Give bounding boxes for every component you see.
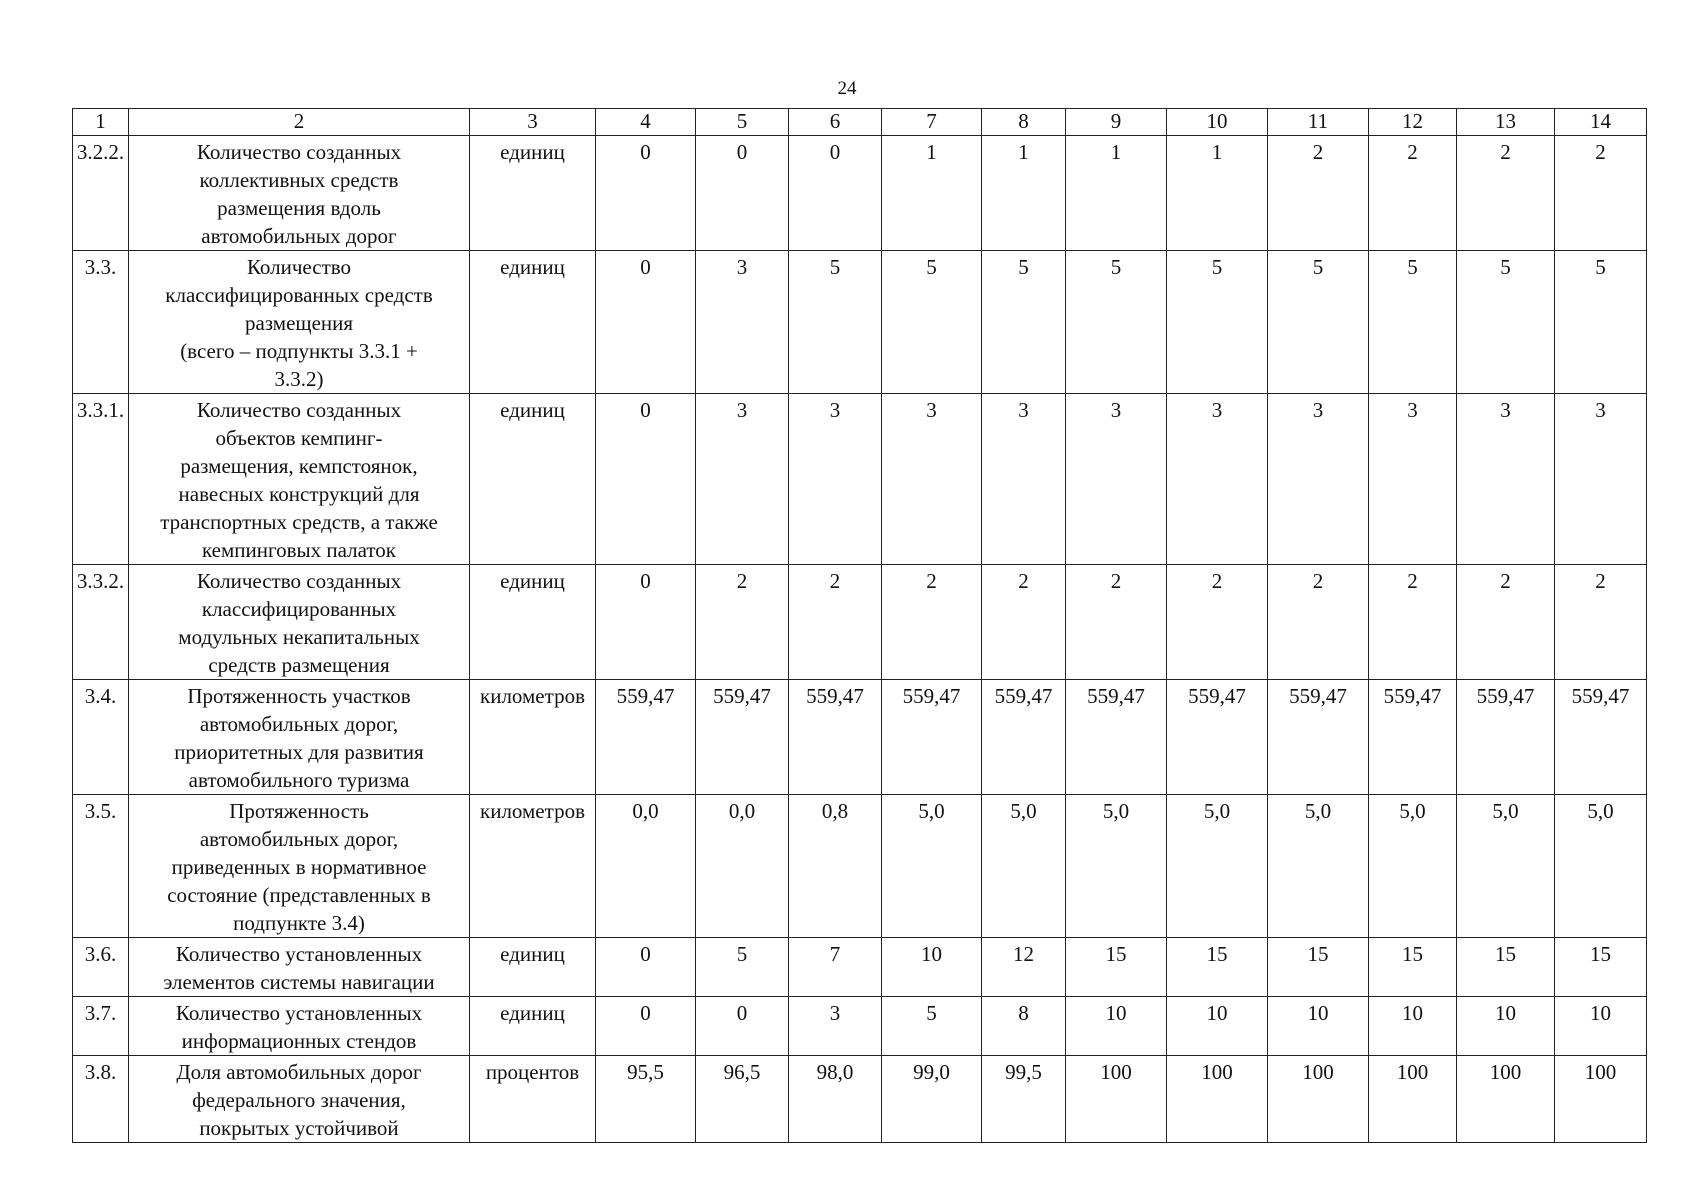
unit-cell: единиц <box>470 136 596 251</box>
value-cell: 3 <box>1457 394 1555 565</box>
indicator-name-line: средств размещения <box>208 653 390 677</box>
indicator-name-line: информационных стендов <box>181 1029 417 1053</box>
column-header: 9 <box>1066 109 1167 136</box>
value-cell: 5 <box>1457 251 1555 394</box>
value-cell: 1 <box>1066 136 1167 251</box>
row-number: 3.2.2. <box>73 136 129 251</box>
value-cell: 0 <box>596 938 696 997</box>
indicator-name <box>129 1056 470 1143</box>
indicator-name-line: классифицированных средств <box>165 283 433 307</box>
value-cell: 5 <box>1167 251 1268 394</box>
column-header: 7 <box>882 109 982 136</box>
table-body <box>73 136 1647 1143</box>
value-cell: 2 <box>1268 136 1369 251</box>
indicator-name-line: Количество установленных <box>175 942 423 966</box>
value-cell: 100 <box>1167 1056 1268 1143</box>
indicator-name-line: объектов кемпинг- <box>215 426 383 450</box>
unit-cell: единиц <box>470 997 596 1056</box>
column-header: 1 <box>73 109 129 136</box>
indicators-table <box>72 108 1647 1143</box>
value-cell: 10 <box>1167 997 1268 1056</box>
indicator-name-line: автомобильных дорог, <box>199 827 399 851</box>
table-row <box>73 136 1647 251</box>
table-row <box>73 795 1647 938</box>
value-cell: 3 <box>1268 394 1369 565</box>
row-number: 3.5. <box>73 795 129 938</box>
value-cell: 559,47 <box>1457 680 1555 795</box>
value-cell: 2 <box>1457 565 1555 680</box>
value-cell: 10 <box>1555 997 1647 1056</box>
value-cell: 559,47 <box>789 680 882 795</box>
indicator-name-line: 3.3.2) <box>274 367 324 391</box>
column-header: 11 <box>1268 109 1369 136</box>
value-cell: 5 <box>1066 251 1167 394</box>
indicator-name <box>129 565 470 680</box>
value-cell: 100 <box>1369 1056 1457 1143</box>
value-cell: 1 <box>882 136 982 251</box>
indicator-name <box>129 251 470 394</box>
value-cell: 559,47 <box>596 680 696 795</box>
value-cell: 2 <box>882 565 982 680</box>
value-cell: 3 <box>1066 394 1167 565</box>
column-header: 8 <box>982 109 1066 136</box>
value-cell: 12 <box>982 938 1066 997</box>
value-cell: 2 <box>1268 565 1369 680</box>
indicator-name-line: Доля автомобильных дорог <box>176 1060 422 1084</box>
value-cell: 100 <box>1457 1056 1555 1143</box>
indicator-name-line: модульных некапитальных <box>178 625 420 649</box>
indicator-name-line: Количество созданных <box>196 140 402 164</box>
unit-cell: километров <box>470 680 596 795</box>
column-header: 12 <box>1369 109 1457 136</box>
table-row <box>73 251 1647 394</box>
value-cell: 15 <box>1369 938 1457 997</box>
value-cell: 8 <box>982 997 1066 1056</box>
value-cell: 5,0 <box>982 795 1066 938</box>
value-cell: 1 <box>982 136 1066 251</box>
indicator-name-line: кемпинговых палаток <box>202 538 396 562</box>
indicator-name <box>129 795 470 938</box>
column-header: 4 <box>596 109 696 136</box>
value-cell: 100 <box>1066 1056 1167 1143</box>
indicator-name-line: навесных конструкций для <box>178 482 420 506</box>
indicator-name-line: приведенных в нормативное <box>171 855 427 879</box>
value-cell: 3 <box>696 251 789 394</box>
row-number: 3.8. <box>73 1056 129 1143</box>
table-row <box>73 997 1647 1056</box>
value-cell: 5 <box>696 938 789 997</box>
value-cell: 10 <box>1268 997 1369 1056</box>
value-cell: 5,0 <box>1167 795 1268 938</box>
value-cell: 5,0 <box>882 795 982 938</box>
value-cell: 5 <box>1369 251 1457 394</box>
value-cell: 5 <box>882 997 982 1056</box>
unit-cell: единиц <box>470 565 596 680</box>
value-cell: 95,5 <box>596 1056 696 1143</box>
indicator-name-line: подпункте 3.4) <box>233 911 365 935</box>
value-cell: 0 <box>596 565 696 680</box>
value-cell: 3 <box>1555 394 1647 565</box>
indicator-name-line: размещения, кемпстоянок, <box>180 454 418 478</box>
value-cell: 0,8 <box>789 795 882 938</box>
value-cell: 559,47 <box>1268 680 1369 795</box>
value-cell: 5,0 <box>1369 795 1457 938</box>
indicator-name-line: автомобильного туризма <box>188 768 410 792</box>
value-cell: 0 <box>789 136 882 251</box>
indicator-name-line: Протяженность <box>229 799 369 823</box>
value-cell: 2 <box>1369 565 1457 680</box>
page-number: 24 <box>837 78 857 99</box>
indicator-name-line: коллективных средств <box>199 168 399 192</box>
value-cell: 0 <box>596 394 696 565</box>
value-cell: 5,0 <box>1555 795 1647 938</box>
indicator-name-line: Количество созданных <box>196 398 402 422</box>
indicator-name <box>129 394 470 565</box>
value-cell: 559,47 <box>696 680 789 795</box>
column-header: 10 <box>1167 109 1268 136</box>
value-cell: 100 <box>1268 1056 1369 1143</box>
indicator-name-line: Количество установленных <box>175 1001 423 1025</box>
indicator-name <box>129 680 470 795</box>
indicator-name-line: Количество <box>246 255 352 279</box>
value-cell: 99,0 <box>882 1056 982 1143</box>
value-cell: 2 <box>982 565 1066 680</box>
indicator-name-line: классифицированных <box>201 597 397 621</box>
row-number: 3.3.1. <box>73 394 129 565</box>
value-cell: 1 <box>1167 136 1268 251</box>
unit-cell: единиц <box>470 394 596 565</box>
table-row <box>73 938 1647 997</box>
value-cell: 15 <box>1457 938 1555 997</box>
value-cell: 5,0 <box>1457 795 1555 938</box>
column-header: 5 <box>696 109 789 136</box>
value-cell: 2 <box>696 565 789 680</box>
value-cell: 15 <box>1268 938 1369 997</box>
value-cell: 15 <box>1555 938 1647 997</box>
value-cell: 0 <box>596 997 696 1056</box>
indicator-name-line: Количество созданных <box>196 569 402 593</box>
indicator-name-line: приоритетных для развития <box>174 740 424 764</box>
column-header: 6 <box>789 109 882 136</box>
row-number: 3.4. <box>73 680 129 795</box>
table-row <box>73 1056 1647 1143</box>
value-cell: 559,47 <box>982 680 1066 795</box>
value-cell: 10 <box>1066 997 1167 1056</box>
row-number: 3.6. <box>73 938 129 997</box>
row-number: 3.3. <box>73 251 129 394</box>
value-cell: 10 <box>1369 997 1457 1056</box>
value-cell: 2 <box>1369 136 1457 251</box>
value-cell: 96,5 <box>696 1056 789 1143</box>
value-cell: 5 <box>1555 251 1647 394</box>
column-header: 2 <box>129 109 470 136</box>
indicator-name-line: размещения вдоль <box>217 196 381 220</box>
table-row <box>73 565 1647 680</box>
indicator-name-line: (всего – подпункты 3.3.1 + <box>180 339 418 363</box>
indicator-name <box>129 997 470 1056</box>
value-cell: 10 <box>1457 997 1555 1056</box>
value-cell: 2 <box>1555 565 1647 680</box>
value-cell: 100 <box>1555 1056 1647 1143</box>
indicator-name-line: элементов системы навигации <box>163 970 435 994</box>
value-cell: 98,0 <box>789 1056 882 1143</box>
value-cell: 0 <box>696 136 789 251</box>
value-cell: 5 <box>982 251 1066 394</box>
value-cell: 2 <box>1066 565 1167 680</box>
value-cell: 2 <box>1167 565 1268 680</box>
unit-cell: процентов <box>470 1056 596 1143</box>
value-cell: 559,47 <box>1555 680 1647 795</box>
unit-cell: единиц <box>470 251 596 394</box>
value-cell: 7 <box>789 938 882 997</box>
value-cell: 559,47 <box>1066 680 1167 795</box>
value-cell: 99,5 <box>982 1056 1066 1143</box>
value-cell: 3 <box>789 997 882 1056</box>
value-cell: 3 <box>982 394 1066 565</box>
value-cell: 10 <box>882 938 982 997</box>
indicator-name <box>129 938 470 997</box>
indicator-name-line: размещения <box>244 311 354 335</box>
indicator-name-line: автомобильных дорог, <box>199 712 399 736</box>
indicator-name-line: федерального значения, <box>192 1088 406 1112</box>
value-cell: 3 <box>696 394 789 565</box>
table-header-row <box>73 109 1647 136</box>
value-cell: 15 <box>1167 938 1268 997</box>
column-header: 14 <box>1555 109 1647 136</box>
value-cell: 0,0 <box>696 795 789 938</box>
value-cell: 5,0 <box>1066 795 1167 938</box>
value-cell: 0 <box>696 997 789 1056</box>
value-cell: 15 <box>1066 938 1167 997</box>
table-row <box>73 394 1647 565</box>
indicator-name-line: состояние (представленных в <box>167 883 431 907</box>
unit-cell: километров <box>470 795 596 938</box>
value-cell: 559,47 <box>1167 680 1268 795</box>
value-cell: 2 <box>789 565 882 680</box>
column-header: 13 <box>1457 109 1555 136</box>
value-cell: 5 <box>1268 251 1369 394</box>
value-cell: 559,47 <box>882 680 982 795</box>
indicator-name <box>129 136 470 251</box>
table-row <box>73 680 1647 795</box>
value-cell: 0 <box>596 136 696 251</box>
value-cell: 559,47 <box>1369 680 1457 795</box>
value-cell: 5 <box>882 251 982 394</box>
unit-cell: единиц <box>470 938 596 997</box>
row-number: 3.7. <box>73 997 129 1056</box>
value-cell: 5,0 <box>1268 795 1369 938</box>
indicator-name-line: автомобильных дорог <box>201 224 397 248</box>
value-cell: 0 <box>596 251 696 394</box>
value-cell: 2 <box>1457 136 1555 251</box>
value-cell: 3 <box>882 394 982 565</box>
value-cell: 2 <box>1555 136 1647 251</box>
indicator-name-line: транспортных средств, а также <box>160 510 438 534</box>
value-cell: 3 <box>1369 394 1457 565</box>
value-cell: 5 <box>789 251 882 394</box>
value-cell: 3 <box>789 394 882 565</box>
column-header: 3 <box>470 109 596 136</box>
indicator-name-line: покрытых устойчивой <box>199 1116 399 1140</box>
value-cell: 3 <box>1167 394 1268 565</box>
value-cell: 0,0 <box>596 795 696 938</box>
row-number: 3.3.2. <box>73 565 129 680</box>
indicator-name-line: Протяженность участков <box>187 684 411 708</box>
